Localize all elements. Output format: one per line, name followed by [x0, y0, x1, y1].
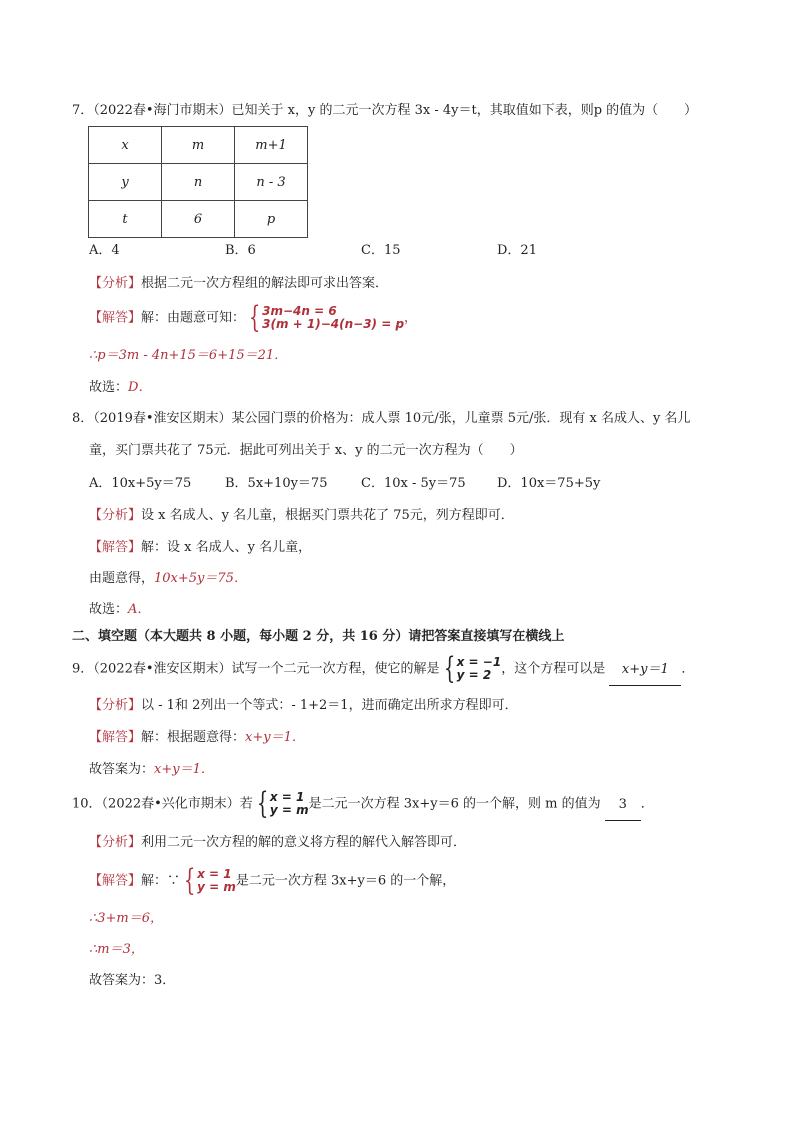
analysis-tag: 【分析】: [89, 698, 142, 713]
choice-c: C．10x - 5y＝75: [361, 476, 466, 491]
answer-tag: 【解答】: [89, 873, 142, 889]
choice-a: A．4: [89, 243, 120, 258]
answer-blank: 3: [605, 790, 641, 821]
q8-step: [89, 569, 247, 589]
system-suffix: ，: [404, 310, 418, 326]
brace-icon: {: [248, 300, 261, 335]
table-cell: t: [89, 201, 162, 238]
answer-suffix: 是二元一次方程 3x+y＝6 的一个解，: [235, 873, 456, 889]
q7-answer: [89, 300, 418, 335]
choice-c: C．15: [361, 243, 401, 258]
answer-tag: 【解答】: [89, 540, 142, 555]
q10-stem: [72, 786, 654, 821]
q10-answer: [89, 863, 456, 898]
choice-a: A．10x+5y＝75: [89, 476, 192, 491]
q7-step: ∴p＝3m - 4n+15＝6+15＝21．: [89, 348, 288, 363]
system-row: y = m: [197, 880, 236, 894]
table-cell: m: [162, 127, 235, 164]
system-row: x = −1: [456, 655, 502, 669]
answer-tag: 【解答】: [89, 730, 142, 745]
q7-value-table: [88, 126, 308, 238]
table-cell: 6: [162, 201, 235, 238]
brace-icon: {: [443, 651, 455, 686]
analysis-tag: 【分析】: [89, 508, 142, 523]
analysis-tag: 【分析】: [89, 835, 142, 850]
stem-prefix: 10．（2022春•兴化市期末）若: [72, 796, 253, 812]
answer-intro: 解：由题意可知：: [141, 310, 246, 326]
q10-analysis: [89, 833, 466, 853]
final-prefix: 故答案为：: [89, 973, 155, 988]
answer-prefix: 解：∵: [141, 873, 181, 889]
choice-b: B．5x+10y＝75: [225, 476, 328, 491]
stem-prefix: 9．（2022春•淮安区期末）试写一个二元一次方程，使它的解是: [72, 661, 440, 677]
q8-answer: [89, 538, 311, 558]
table-cell: n: [162, 164, 235, 201]
table-cell: x: [89, 127, 162, 164]
q8-final: [89, 600, 150, 620]
q7-choices: [89, 241, 633, 261]
choice-d: D．10x＝75+5y: [497, 476, 601, 491]
q8-analysis: [89, 506, 514, 526]
stem-suffix: 是二元一次方程 3x+y＝6 的一个解，则 m 的值为: [308, 796, 601, 812]
q8-choices: [89, 474, 633, 494]
equation-system: [440, 651, 502, 686]
answer-tag: 【解答】: [89, 310, 142, 326]
answer-text: 解：设 x 名成人、y 名儿童，: [141, 540, 312, 555]
analysis-text: 设 x 名成人、y 名儿童，根据买门票共花了 75元，列方程即可．: [141, 508, 514, 523]
q9-answer: [89, 728, 305, 748]
choice-d: D．21: [497, 243, 537, 258]
brace-icon: {: [183, 863, 196, 898]
stem-end: ．: [681, 661, 695, 677]
step-equation: 10x+5y＝75．: [154, 571, 247, 586]
brace-icon: {: [256, 786, 269, 821]
q7-stem: 7．（2022春•海门市期末）已知关于 x，y 的二元一次方程 3x - 4y＝t，其取值如下表，则p 的值为（ ）: [72, 103, 698, 118]
q9-final: [89, 760, 214, 780]
q7-analysis: [89, 274, 388, 294]
table-cell: m+1: [235, 127, 308, 164]
system-row: y = m: [269, 803, 309, 817]
answer-prefix: 解：根据题意得：: [141, 730, 246, 745]
system-row: x = 1: [197, 867, 232, 881]
stem-suffix: ，这个方程可以是: [501, 661, 606, 677]
final-answer: A．: [128, 602, 151, 617]
answer-equation: x+y＝1．: [245, 730, 305, 745]
q9-stem: [72, 651, 695, 686]
system-row: y = 2: [456, 668, 492, 682]
final-answer: x+y＝1．: [154, 762, 214, 777]
final-prefix: 故答案为：: [89, 762, 155, 777]
q7-final: [89, 378, 151, 398]
system-row: 3(m + 1)−4(n−3) = p: [262, 317, 405, 331]
step-prefix: 由题意得，: [89, 571, 155, 586]
answer-blank: x+y＝1: [609, 655, 681, 686]
section-heading: 二、填空题（本大题共 8 小题，每小题 2 分，共 16 分）请把答案直接填写在横线上: [72, 629, 565, 644]
analysis-text: 以 - 1和 2列出一个等式：- 1+2＝1，进而确定出所求方程即可．: [141, 698, 518, 713]
q8-stem-line1: 8．（2019春•淮安区期末）某公园门票的价格为：成人票 10元/张，儿童票 5元/张．现有 x 名成人、y 名儿: [72, 411, 691, 426]
analysis-text: 根据二元一次方程组的解法即可求出答案．: [141, 276, 389, 291]
q8-stem-line2: 童，买门票共花了 75元．据此可列出关于 x、y 的二元一次方程为（ ）: [89, 443, 523, 458]
analysis-text: 利用二元一次方程的解的意义将方程的解代入解答即可．: [141, 835, 467, 850]
table-cell: y: [89, 164, 162, 201]
final-prefix: 故选：: [89, 602, 129, 617]
stem-end: ．: [640, 796, 654, 812]
q9-analysis: [89, 696, 518, 716]
q10-step: ∴3+m＝6，: [89, 911, 164, 926]
choice-b: B．6: [225, 243, 256, 258]
system-row: 3m−4n = 6: [262, 304, 337, 318]
analysis-tag: 【分析】: [89, 276, 142, 291]
system-row: x = 1: [269, 790, 305, 804]
equation-system: [180, 863, 236, 898]
q10-final: [89, 971, 175, 991]
table-cell: p: [235, 201, 308, 238]
final-prefix: 故选：: [89, 380, 129, 395]
final-answer: 3．: [154, 973, 176, 988]
q10-step: ∴m＝3，: [89, 942, 144, 957]
final-answer: D．: [128, 380, 152, 395]
table-cell: n - 3: [235, 164, 308, 201]
equation-system: [245, 300, 405, 335]
equation-system: [253, 786, 309, 821]
